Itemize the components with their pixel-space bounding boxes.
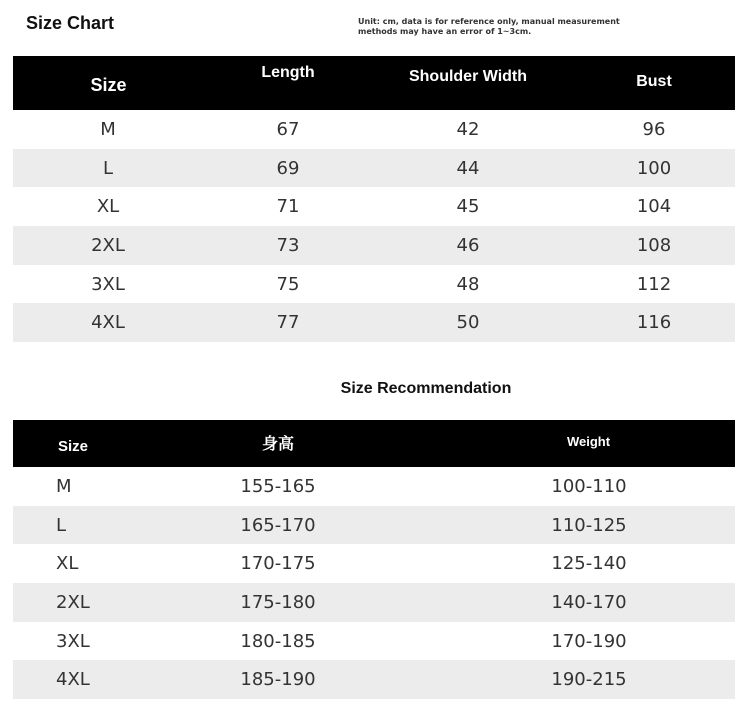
- table-row: [13, 467, 735, 506]
- cell-shoulder: 50: [363, 303, 573, 342]
- cell-size: 4XL: [13, 303, 213, 342]
- cell-weight: 140-170: [413, 583, 735, 622]
- cell-weight: 100-110: [551, 475, 627, 497]
- cell-size: 2XL: [13, 226, 213, 265]
- cell-size: M: [56, 475, 72, 497]
- header-length: Length: [213, 56, 363, 110]
- cell-weight: 125-140: [551, 553, 627, 575]
- header-bust: Bust: [573, 56, 735, 110]
- header-height: 身高: [143, 420, 413, 467]
- table-row: [13, 226, 735, 265]
- table-row: [13, 149, 735, 188]
- cell-bust: 100: [573, 149, 735, 188]
- cell-size: L: [13, 506, 143, 545]
- cell-bust: 104: [636, 196, 672, 218]
- cell-height: 180-185: [240, 630, 316, 652]
- header-size: Size: [13, 56, 213, 110]
- size-chart-table: [13, 56, 735, 342]
- cell-bust: 116: [573, 303, 735, 342]
- table-row: [13, 506, 735, 545]
- size-chart-title: Size Chart: [26, 13, 115, 33]
- size-recommendation-title: Size Recommendation: [340, 380, 512, 397]
- cell-height: 155-165: [240, 475, 316, 497]
- cell-shoulder: 46: [363, 226, 573, 265]
- cell-weight: 110-125: [413, 506, 735, 545]
- table-row: [13, 265, 735, 304]
- table-row: [13, 660, 735, 699]
- table-row: [13, 187, 735, 226]
- cell-length: 73: [213, 226, 363, 265]
- table-row: [13, 622, 735, 661]
- cell-length: 67: [276, 118, 300, 140]
- recommendation-header-row: [13, 420, 735, 467]
- header-weight: Weight: [413, 420, 735, 467]
- cell-shoulder: 44: [363, 149, 573, 188]
- cell-length: 77: [213, 303, 363, 342]
- cell-height: 185-190: [143, 660, 413, 699]
- cell-length: 69: [213, 149, 363, 188]
- cell-size: 3XL: [91, 273, 125, 295]
- cell-bust: 112: [636, 273, 672, 295]
- cell-height: 165-170: [143, 506, 413, 545]
- cell-height: 175-180: [143, 583, 413, 622]
- cell-size: XL: [56, 553, 79, 575]
- cell-shoulder: 48: [456, 273, 480, 295]
- cell-length: 71: [276, 196, 300, 218]
- cell-size: L: [13, 149, 213, 188]
- cell-shoulder: 42: [456, 118, 480, 140]
- table-row: [13, 583, 735, 622]
- cell-length: 75: [276, 273, 300, 295]
- size-recommendation-table: [13, 420, 735, 699]
- table-row: [13, 303, 735, 342]
- table-row: [13, 110, 735, 149]
- cell-shoulder: 45: [456, 196, 480, 218]
- measurement-note: Unit: cm, data is for reference only, manual measurement methods may have an error of 1~3cm.: [358, 17, 620, 36]
- cell-size: 4XL: [13, 660, 143, 699]
- cell-size: XL: [96, 196, 120, 218]
- header-size: Size: [13, 420, 143, 467]
- cell-weight: 170-190: [551, 630, 627, 652]
- cell-weight: 190-215: [413, 660, 735, 699]
- header-shoulder-width: Shoulder Width: [363, 56, 573, 110]
- cell-size: 3XL: [56, 630, 90, 652]
- table-row: [13, 544, 735, 583]
- cell-size: 2XL: [13, 583, 143, 622]
- cell-height: 170-175: [240, 553, 316, 575]
- size-chart-header-row: [13, 56, 735, 110]
- cell-bust: 96: [642, 118, 666, 140]
- cell-bust: 108: [573, 226, 735, 265]
- cell-size: M: [100, 118, 116, 140]
